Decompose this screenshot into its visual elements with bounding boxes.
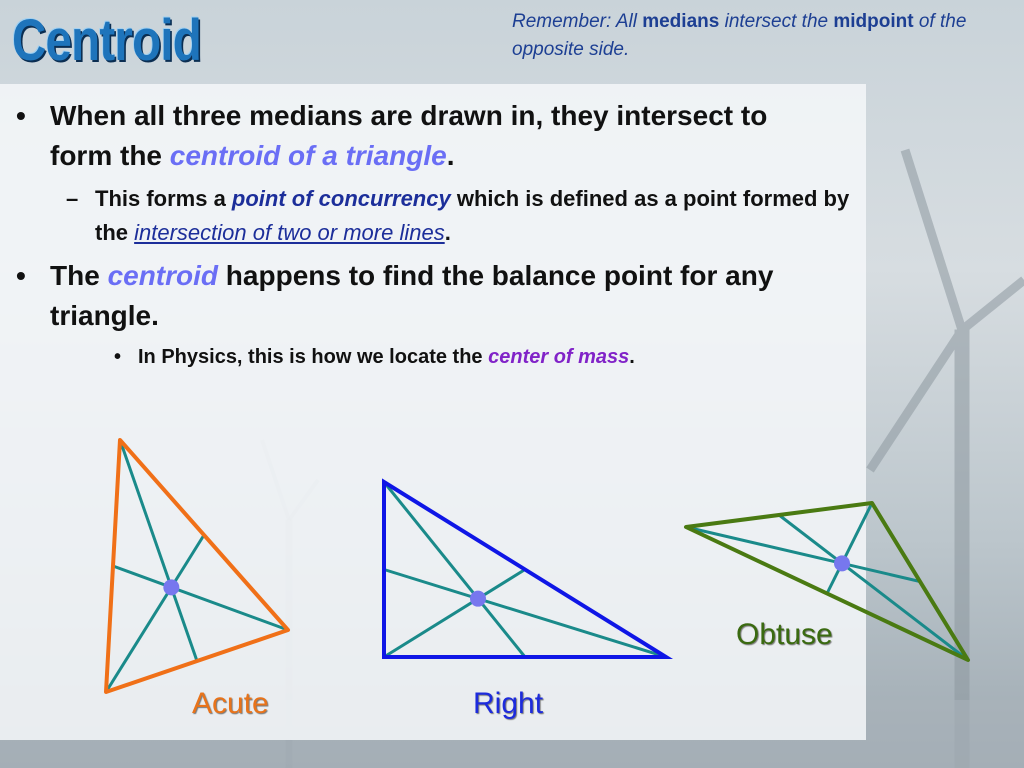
- sub-bullet-text: .: [444, 220, 451, 245]
- acute-median-line: [120, 440, 197, 661]
- acute-triangle-figure: [106, 440, 288, 692]
- sub-bullet-text: which is defined as a point formed by the: [95, 186, 850, 245]
- slide-title: Centroid: [12, 8, 201, 73]
- right-triangle-figure: [384, 482, 666, 657]
- sub-bullet-emphasis: point of concurrency: [231, 186, 451, 211]
- right-centroid-point: [470, 591, 486, 607]
- acute-centroid-point: [163, 579, 179, 595]
- acute-label: Acute: [192, 687, 269, 720]
- right-median-line: [384, 570, 525, 658]
- sub-bullet-text: .: [629, 346, 635, 368]
- sub-bullet-text: In Physics, this is how we locate the: [138, 346, 489, 368]
- obtuse-label: Obtuse: [736, 618, 833, 651]
- right-median-line: [384, 570, 666, 658]
- acute-median-line: [106, 535, 204, 692]
- sub-bullet-marker: –: [66, 186, 79, 211]
- bullet-emphasis: centroid: [107, 260, 219, 291]
- reminder-bold-midpoint: midpoint: [833, 11, 914, 32]
- reminder-text: intersect the: [719, 11, 834, 32]
- bullet-marker: •: [16, 100, 26, 131]
- bullet-text: .: [446, 140, 455, 171]
- sub-bullet-marker: •: [114, 346, 122, 368]
- bullet-emphasis: centroid of a triangle: [169, 140, 447, 171]
- intersection-link[interactable]: intersection of two or more lines: [134, 220, 445, 245]
- sub-bullet-text: This forms a: [95, 186, 232, 211]
- reminder-bold-medians: medians: [642, 11, 720, 32]
- right-median-line: [384, 482, 525, 657]
- reminder-text: of the opposite side.: [512, 11, 967, 60]
- bullet-text: happens to find the balance point for any triangle.: [50, 260, 774, 331]
- bullet-marker: •: [16, 260, 26, 291]
- bullet-text: When all three medians are drawn in, they intersect to form the: [50, 100, 768, 171]
- obtuse-centroid-point: [834, 555, 850, 571]
- sub-bullet-emphasis: center of mass: [488, 346, 630, 368]
- right-label: Right: [473, 687, 544, 720]
- bullet-text: The: [50, 260, 108, 291]
- reminder-text: Remember: All: [512, 11, 643, 32]
